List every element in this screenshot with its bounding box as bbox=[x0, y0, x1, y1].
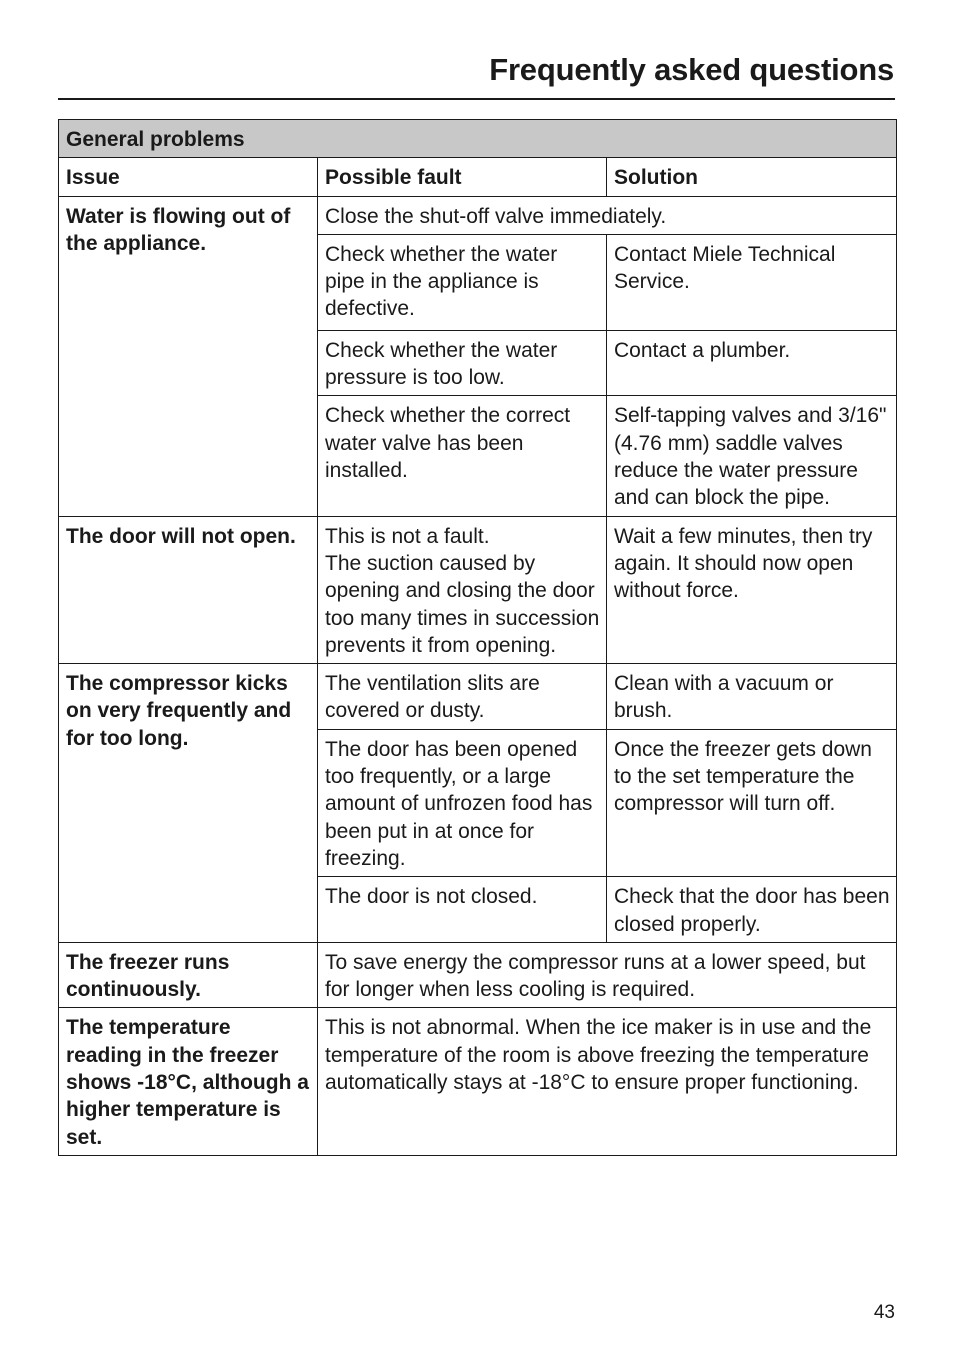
issue-cell: The door will not open. bbox=[59, 516, 318, 663]
column-header-solution: Solution bbox=[607, 158, 897, 196]
fault-span-cell: To save energy the compressor runs at a lower speed, but for longer when less cooling is required. bbox=[318, 942, 897, 1008]
faq-table bbox=[58, 119, 897, 1156]
issue-cell: The compressor kicks on very frequently and for too long. bbox=[59, 664, 318, 943]
table-row bbox=[59, 664, 897, 730]
solution-cell: Contact Miele Technical Service. bbox=[607, 234, 897, 330]
section-header-row bbox=[59, 120, 897, 158]
fault-span-cell: Close the shut-off valve immediately. bbox=[318, 196, 897, 234]
fault-cell: Check whether the water pressure is too low. bbox=[318, 330, 607, 396]
solution-cell: Once the freezer gets down to the set temperature the compressor will turn off. bbox=[607, 729, 897, 876]
page-title: Frequently asked questions bbox=[489, 52, 894, 87]
issue-cell: The freezer runs continuously. bbox=[59, 942, 318, 1008]
fault-cell: The door has been opened too frequently, or a large amount of unfrozen food has been put in at once for freezing. bbox=[318, 729, 607, 876]
page-number: 43 bbox=[873, 1302, 895, 1323]
title-divider bbox=[58, 98, 895, 100]
fault-cell: Check whether the water pipe in the appliance is defective. bbox=[318, 234, 607, 330]
issue-cell: The temperature reading in the freezer shows -18°C, although a higher temperature is set. bbox=[59, 1008, 318, 1155]
solution-cell: Clean with a vacuum or brush. bbox=[607, 664, 897, 730]
fault-cell: The door is not closed. bbox=[318, 877, 607, 943]
fault-cell: Check whether the correct water valve has been installed. bbox=[318, 396, 607, 516]
solution-cell: Wait a few minutes, then try again. It should now open without force. bbox=[607, 516, 897, 663]
table-row bbox=[59, 196, 897, 234]
column-header-row bbox=[59, 158, 897, 196]
table-row bbox=[59, 1008, 897, 1155]
fault-cell bbox=[318, 516, 607, 663]
column-header-possible-fault: Possible fault bbox=[318, 158, 607, 196]
fault-line: The suction caused by opening and closing the door too many times in succession prevents it from opening. bbox=[325, 551, 600, 657]
fault-span-cell: This is not abnormal. When the ice maker is in use and the temperature of the room is above freezing the temperature automatically stays at -18°C to ensure proper functioning. bbox=[318, 1008, 897, 1155]
solution-cell: Check that the door has been closed properly. bbox=[607, 877, 897, 943]
fault-line: This is not a fault. bbox=[325, 524, 490, 548]
column-header-issue: Issue bbox=[59, 158, 318, 196]
solution-cell: Self-tapping valves and 3/16" (4.76 mm) saddle valves reduce the water pressure and can block the pipe. bbox=[607, 396, 897, 516]
solution-cell: Contact a plumber. bbox=[607, 330, 897, 396]
table-row bbox=[59, 516, 897, 663]
fault-cell: The ventilation slits are covered or dusty. bbox=[318, 664, 607, 730]
table-row bbox=[59, 942, 897, 1008]
section-title: General problems bbox=[59, 120, 897, 158]
issue-cell: Water is flowing out of the appliance. bbox=[59, 196, 318, 516]
